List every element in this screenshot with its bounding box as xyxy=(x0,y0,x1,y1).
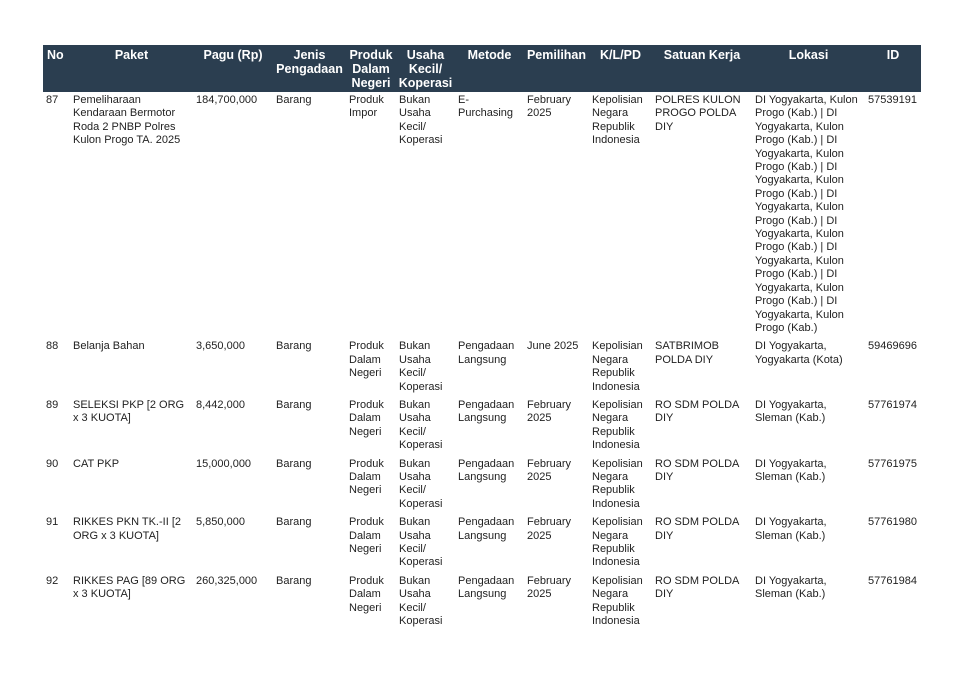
cell-pagu: 184,700,000 xyxy=(196,94,258,106)
cell-pemilihan: February 2025 xyxy=(527,516,572,542)
cell-satker: RO SDM POLDA DIY xyxy=(655,516,739,542)
cell-metode: Pengadaan Langsung xyxy=(458,516,515,542)
cell-lokasi: DI Yogyakarta, Sleman (Kab.) xyxy=(755,574,827,601)
table-row xyxy=(43,92,921,338)
cell-lokasi: DI Yogyakarta, Sleman (Kab.) xyxy=(755,457,827,483)
table-row xyxy=(43,338,921,397)
cell-id: 57761980 xyxy=(868,516,917,529)
cell-id: 57761984 xyxy=(868,574,917,587)
cell-klpd: Kepolisian Negara Republik Indonesia xyxy=(592,574,643,628)
table-header-row xyxy=(43,45,921,92)
cell-satker: RO SDM POLDA DIY xyxy=(655,457,739,483)
cell-satker: SATBRIMOB POLDA DIY xyxy=(655,340,719,366)
header-pdn: Produk Dalam Negeri xyxy=(346,45,396,92)
cell-pdn: Produk Dalam Negeri xyxy=(349,340,384,380)
cell-pdn: Produk Dalam Negeri xyxy=(349,457,384,497)
cell-jenis: Barang xyxy=(276,398,312,411)
cell-jenis: Barang xyxy=(276,340,312,353)
header-metode: Metode xyxy=(455,45,524,92)
header-no: No xyxy=(43,45,70,92)
cell-jenis: Barang xyxy=(276,574,312,587)
header-satker: Satuan Kerja xyxy=(652,45,752,92)
cell-paket: RIKKES PKN TK.-II [2 ORG x 3 KUOTA] xyxy=(73,516,181,542)
cell-klpd: Kepolisian Negara Republik Indonesia xyxy=(592,398,643,452)
cell-satker: RO SDM POLDA DIY xyxy=(655,398,739,425)
cell-metode: Pengadaan Langsung xyxy=(458,398,515,425)
cell-no: 92 xyxy=(46,574,59,587)
cell-metode: Pengadaan Langsung xyxy=(458,340,515,366)
cell-jenis: Barang xyxy=(276,457,312,470)
cell-pemilihan: February 2025 xyxy=(527,398,572,425)
cell-lokasi: DI Yogyakarta, Kulon Progo (Kab.) | DI Yogyakarta, Kulon Progo (Kab.) | DI Yogyakarta, Kulon Progo (Kab.) | DI Yogyakarta, Kulon Progo (Kab.) | DI Yogyakarta, Kulon Progo (Kab.) | DI Yogyakarta, Kulon Progo (Kab.) | DI Yogyakarta, Kulon Progo (Kab.) | DI Yogyakarta, Kulon Progo (Kab.) | DI Yogyakarta, Kulon Progo (Kab.) xyxy=(755,94,858,334)
cell-paket: Pemeliharaan Kendaraan Bermotor Roda 2 PNBP Polres Kulon Progo TA. 2025 xyxy=(73,94,181,147)
cell-id: 57539191 xyxy=(868,94,917,106)
procurement-table xyxy=(43,45,921,631)
cell-jenis: Barang xyxy=(276,516,312,529)
cell-pemilihan: February 2025 xyxy=(527,574,572,601)
cell-pdn: Produk Dalam Negeri xyxy=(349,398,384,438)
cell-pagu: 15,000,000 xyxy=(196,457,252,470)
cell-pdn: Produk Impor xyxy=(349,94,384,120)
cell-lokasi: DI Yogyakarta, Yogyakarta (Kota) xyxy=(755,340,843,366)
cell-no: 88 xyxy=(46,340,59,353)
cell-metode: Pengadaan Langsung xyxy=(458,457,515,483)
table-row xyxy=(43,397,921,456)
cell-lokasi: DI Yogyakarta, Sleman (Kab.) xyxy=(755,516,827,542)
cell-klpd: Kepolisian Negara Republik Indonesia xyxy=(592,457,643,510)
cell-lokasi: DI Yogyakarta, Sleman (Kab.) xyxy=(755,398,827,425)
cell-id: 59469696 xyxy=(868,340,917,353)
cell-metode: Pengadaan Langsung xyxy=(458,574,515,601)
cell-paket: Belanja Bahan xyxy=(73,340,145,353)
cell-no: 87 xyxy=(46,94,59,106)
cell-ukm: Bukan Usaha Kecil/ Koperasi xyxy=(399,516,443,569)
cell-pagu: 8,442,000 xyxy=(196,398,245,411)
table-row xyxy=(43,456,921,515)
header-klpd: K/L/PD xyxy=(589,45,652,92)
header-paket: Paket xyxy=(70,45,193,92)
cell-id: 57761974 xyxy=(868,398,917,411)
header-pagu: Pagu (Rp) xyxy=(193,45,273,92)
cell-pdn: Produk Dalam Negeri xyxy=(349,516,384,555)
cell-paket: SELEKSI PKP [2 ORG x 3 KUOTA] xyxy=(73,398,185,425)
cell-klpd: Kepolisian Negara Republik Indonesia xyxy=(592,340,643,393)
cell-paket: CAT PKP xyxy=(73,457,120,470)
cell-satker: POLRES KULON PROGO POLDA DIY xyxy=(655,94,741,133)
cell-metode: E-Purchasing xyxy=(458,94,514,120)
cell-paket: RIKKES PAG [89 ORG x 3 KUOTA] xyxy=(73,574,186,601)
header-id: ID xyxy=(865,45,921,92)
cell-pagu: 3,650,000 xyxy=(196,340,245,353)
cell-ukm: Bukan Usaha Kecil/ Koperasi xyxy=(399,574,443,628)
header-ukm: Usaha Kecil/ Koperasi xyxy=(396,45,455,92)
table-row xyxy=(43,573,921,632)
cell-pemilihan: February 2025 xyxy=(527,457,572,483)
cell-ukm: Bukan Usaha Kecil/ Koperasi xyxy=(399,398,443,452)
cell-jenis: Barang xyxy=(276,94,312,106)
table-row xyxy=(43,514,921,573)
cell-satker: RO SDM POLDA DIY xyxy=(655,574,739,601)
cell-pagu: 260,325,000 xyxy=(196,574,258,587)
cell-no: 90 xyxy=(46,457,59,470)
cell-pdn: Produk Dalam Negeri xyxy=(349,574,384,614)
cell-pagu: 5,850,000 xyxy=(196,516,245,529)
header-pemilihan: Pemilihan xyxy=(524,45,589,92)
cell-ukm: Bukan Usaha Kecil/ Koperasi xyxy=(399,340,443,393)
header-lokasi: Lokasi xyxy=(752,45,865,92)
cell-pemilihan: June 2025 xyxy=(527,340,579,353)
cell-klpd: Kepolisian Negara Republik Indonesia xyxy=(592,516,643,569)
cell-no: 91 xyxy=(46,516,59,529)
cell-klpd: Kepolisian Negara Republik Indonesia xyxy=(592,94,643,147)
header-jenis: Jenis Pengadaan xyxy=(273,45,346,92)
cell-no: 89 xyxy=(46,398,59,411)
cell-pemilihan: February 2025 xyxy=(527,94,572,120)
cell-ukm: Bukan Usaha Kecil/ Koperasi xyxy=(399,94,443,147)
cell-ukm: Bukan Usaha Kecil/ Koperasi xyxy=(399,457,443,510)
cell-id: 57761975 xyxy=(868,457,917,470)
